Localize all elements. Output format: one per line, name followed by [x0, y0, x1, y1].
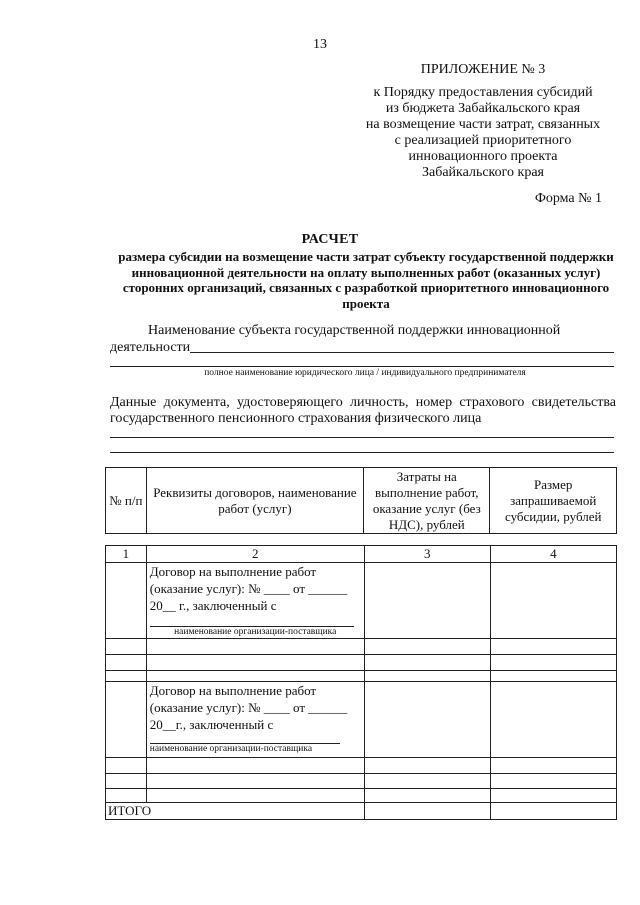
column-number: 1 — [106, 546, 147, 563]
appendix-title: ПРИЛОЖЕНИЕ № 3 — [420, 62, 546, 77]
subject-hint: полное наименование юридического лица / индивидуального предпринимателя — [204, 368, 526, 378]
subsidy-cell[interactable] — [490, 655, 616, 671]
appendix-line: инновационного проекта — [408, 149, 558, 164]
contract-line: Договор на выполнение работ — [149, 564, 317, 579]
total-subsidy-cell[interactable] — [490, 803, 616, 820]
contract-line: Договор на выполнение работ — [149, 683, 317, 698]
supplier-hint: наименование организации-поставщика — [149, 744, 313, 754]
appendix-line: из бюджета Забайкальского края — [385, 101, 581, 116]
contract-cell[interactable] — [146, 682, 364, 758]
costs-cell[interactable] — [364, 682, 490, 758]
total-row — [106, 803, 617, 820]
appendix-block — [318, 62, 640, 181]
appendix-line: к Порядку предоставления субсидий — [373, 85, 593, 100]
subsidy-cell[interactable] — [490, 563, 616, 639]
row-number-cell[interactable] — [106, 671, 147, 682]
table-row — [106, 563, 617, 639]
subsidy-cell[interactable] — [490, 682, 616, 758]
header-cell-costs: Затраты на выполнение работ, оказание услуг (без НДС), рублей — [364, 468, 490, 534]
costs-cell[interactable] — [364, 774, 490, 789]
subject-label-cont: деятельности — [110, 340, 191, 355]
row-number-cell[interactable] — [106, 655, 147, 671]
subtitle-line: размера субсидии на возмещение части затрат субъекту государственной поддержки — [118, 249, 614, 264]
contract-cell[interactable] — [146, 563, 364, 639]
document-title: РАСЧЕТ — [301, 232, 359, 247]
total-label: ИТОГО — [106, 803, 365, 820]
header-cell-number: № п/п — [106, 468, 147, 534]
row-number-cell[interactable] — [106, 682, 147, 758]
subtitle-line: инновационной деятельности на оплату выполненных работ (оказанных услуг) — [131, 264, 601, 280]
row-number-cell[interactable] — [106, 774, 147, 789]
costs-cell[interactable] — [364, 671, 490, 682]
row-number-cell[interactable] — [106, 758, 147, 774]
costs-cell[interactable] — [364, 655, 490, 671]
table-row — [106, 774, 617, 789]
document-subtitle — [108, 249, 624, 311]
calculation-table — [105, 545, 617, 820]
row-number-cell[interactable] — [106, 639, 147, 655]
costs-cell[interactable] — [364, 758, 490, 774]
contract-cell[interactable] — [146, 758, 364, 774]
table-row — [106, 655, 617, 671]
contract-cell[interactable] — [146, 639, 364, 655]
contract-line: 20__г., заключенный с — [149, 717, 274, 732]
subject-label: Наименование субъекта государственной поддержки инновационной — [148, 323, 561, 338]
appendix-line: на возмещение части затрат, связанных — [365, 117, 601, 132]
contract-cell[interactable] — [146, 671, 364, 682]
table-row — [106, 789, 617, 803]
subtitle-line: сторонних организаций, связанных с разработкой приоритетного инновационного — [122, 280, 610, 295]
subsidy-cell[interactable] — [490, 639, 616, 655]
subject-name-field-2[interactable] — [110, 366, 614, 367]
row-number-cell[interactable] — [106, 563, 147, 639]
appendix-line: с реализацией приоритетного — [394, 133, 572, 148]
document-data-label: Данные документа, удостоверяющего личность, номер страхового свидетельства государственного пенсионного страхования физического лица — [110, 395, 616, 426]
subsidy-cell[interactable] — [490, 774, 616, 789]
subsidy-cell[interactable] — [490, 789, 616, 803]
column-number: 4 — [490, 546, 616, 563]
costs-cell[interactable] — [364, 563, 490, 639]
document-data-field-2[interactable] — [110, 452, 614, 453]
contract-line: (оказание услуг): № ____ от ______ — [149, 581, 348, 596]
form-label: Форма № 1 — [534, 191, 602, 206]
subsidy-cell[interactable] — [490, 758, 616, 774]
table-row — [106, 758, 617, 774]
contract-line: (оказание услуг): № ____ от ______ — [149, 700, 348, 715]
document-data-field[interactable] — [110, 437, 614, 438]
table-row — [106, 682, 617, 758]
supplier-hint: наименование организации-поставщика — [174, 627, 337, 637]
costs-cell[interactable] — [364, 639, 490, 655]
subtitle-line: проекта — [342, 295, 390, 311]
contract-cell[interactable] — [146, 655, 364, 671]
page-number: 13 — [313, 37, 327, 52]
subsidy-cell[interactable] — [490, 671, 616, 682]
header-cell-subsidy: Размер запрашиваемой субсидии, рублей — [490, 468, 617, 534]
appendix-line: Забайкальского края — [421, 165, 544, 180]
subject-name-field[interactable] — [190, 352, 614, 353]
column-number: 2 — [146, 546, 364, 563]
costs-cell[interactable] — [364, 789, 490, 803]
contract-cell[interactable] — [146, 789, 364, 803]
contract-cell[interactable] — [146, 774, 364, 789]
header-cell-contract: Реквизиты договоров, наименование работ (услуг) — [146, 468, 363, 534]
row-number-cell[interactable] — [106, 789, 147, 803]
table-row — [106, 639, 617, 655]
total-costs-cell[interactable] — [364, 803, 490, 820]
header-table — [105, 467, 617, 534]
column-number: 3 — [364, 546, 490, 563]
contract-line: 20__ г., заключенный с — [149, 598, 277, 613]
table-row — [106, 671, 617, 682]
